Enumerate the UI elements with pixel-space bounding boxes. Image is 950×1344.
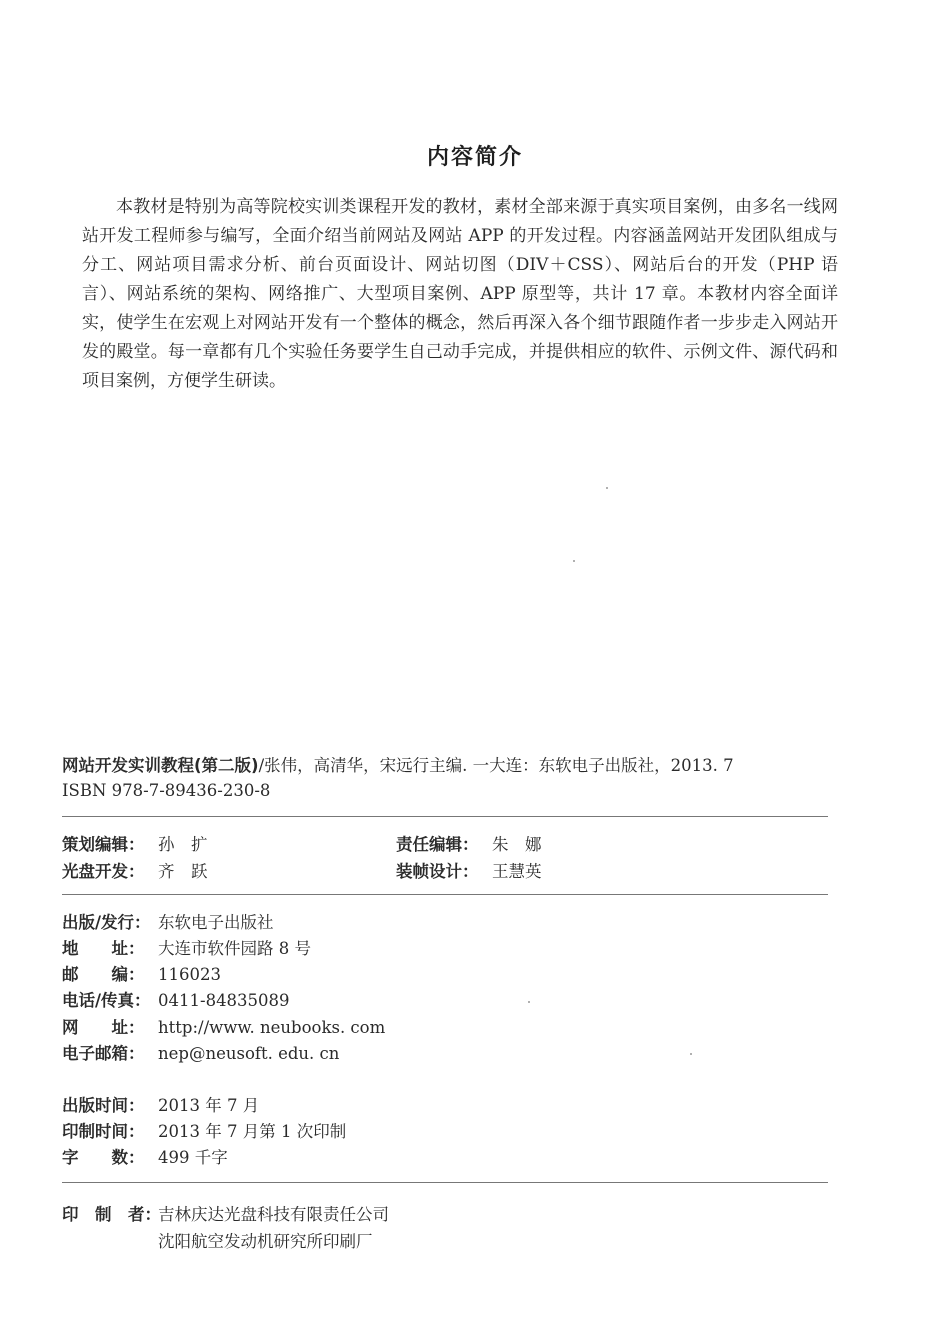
disc-row xyxy=(62,858,208,882)
email-label: 电子邮箱： xyxy=(62,1044,145,1063)
intro-paragraph: 本教材是特别为高等院校实训类课程开发的教材，素材全部来源于真实项目案例，由多名一线网站开发工程师参与编写，全面介绍当前网站及网站 APP 的开发过程。内容涵盖网站开发团队组成与分工、网站项目需求分析、前台页面设计、网站切图（DIV＋CSS）、网站后台的开发（PHP 语言）、网站系统的架构、网络推广、大型项目案例、APP 原型等，共计 17 章。本教材内容全面详实，使学生在宏观上对网站开发有一个整体的概念，然后再深入各个细节跟随作者一步步走入网站开发的殿堂。每一章都有几个实验任务要学生自己动手完成，并提供相应的软件、示例文件、源代码和项目案例，方便学生研读。 xyxy=(82,197,838,391)
tel-value: 0411-84835089 xyxy=(158,991,290,1010)
printer-line2: 沈阳航空发动机研究所印刷厂 xyxy=(158,1232,373,1251)
design-row xyxy=(396,858,542,882)
website-value: http://www. neubooks. com xyxy=(158,1018,386,1037)
editor-row xyxy=(396,831,542,855)
zip-row xyxy=(62,961,221,985)
cip-isbn: ISBN 978-7-89436-230-8 xyxy=(62,781,271,800)
planner-label: 策划编辑： xyxy=(62,835,145,854)
disc-value: 齐 跃 xyxy=(158,862,208,881)
scan-speck xyxy=(690,1053,692,1055)
design-label: 装帧设计： xyxy=(396,862,479,881)
address-value: 大连市软件园路 8 号 xyxy=(158,939,311,958)
editor-label: 责任编辑： xyxy=(396,835,479,854)
cip-record xyxy=(62,753,822,803)
publisher-value: 东软电子出版社 xyxy=(158,913,274,932)
scan-speck xyxy=(573,560,575,562)
zip-value: 116023 xyxy=(158,965,221,984)
pub-date-label: 出版时间： xyxy=(62,1096,145,1115)
divider xyxy=(62,1182,828,1183)
word-count-label: 字 数： xyxy=(62,1148,145,1167)
printer-row xyxy=(62,1201,389,1225)
cip-authors-publisher: /张伟，高清华，宋远行主编. 一大连：东软电子出版社，2013. 7 xyxy=(258,756,734,775)
scan-speck xyxy=(528,1001,530,1003)
address-label: 地 址： xyxy=(62,939,145,958)
pub-date-row xyxy=(62,1092,259,1116)
print-date-label: 印制时间： xyxy=(62,1122,145,1141)
printer-row-2 xyxy=(158,1228,373,1252)
page-title: 内容简介 xyxy=(426,145,523,170)
word-count-row xyxy=(62,1144,228,1168)
print-date-value: 2013 年 7 月第 1 次印制 xyxy=(158,1122,347,1141)
scan-speck xyxy=(606,487,608,489)
email-value: nep@neusoft. edu. cn xyxy=(158,1044,340,1063)
pub-date-value: 2013 年 7 月 xyxy=(158,1096,260,1115)
divider xyxy=(62,816,828,817)
cip-book-title: 网站开发实训教程(第二版) xyxy=(62,756,259,775)
editor-value: 朱 娜 xyxy=(492,835,542,854)
publisher-row xyxy=(62,909,274,933)
email-row xyxy=(62,1040,339,1064)
printer-label: 印 制 者： xyxy=(62,1205,161,1224)
design-value: 王慧英 xyxy=(492,862,542,881)
disc-label: 光盘开发： xyxy=(62,862,145,881)
word-count-value: 499 千字 xyxy=(158,1148,228,1167)
divider xyxy=(62,894,828,895)
website-label: 网 址： xyxy=(62,1018,145,1037)
planner-row xyxy=(62,831,208,855)
tel-row xyxy=(62,987,290,1011)
print-date-row xyxy=(62,1118,346,1142)
publisher-label: 出版/发行： xyxy=(62,913,151,932)
tel-label: 电话/传真： xyxy=(62,991,151,1010)
printer-line1: 吉林庆达光盘科技有限责任公司 xyxy=(158,1205,389,1224)
website-row xyxy=(62,1014,385,1038)
zip-label: 邮 编： xyxy=(62,965,145,984)
address-row xyxy=(62,935,311,959)
planner-value: 孙 扩 xyxy=(158,835,208,854)
